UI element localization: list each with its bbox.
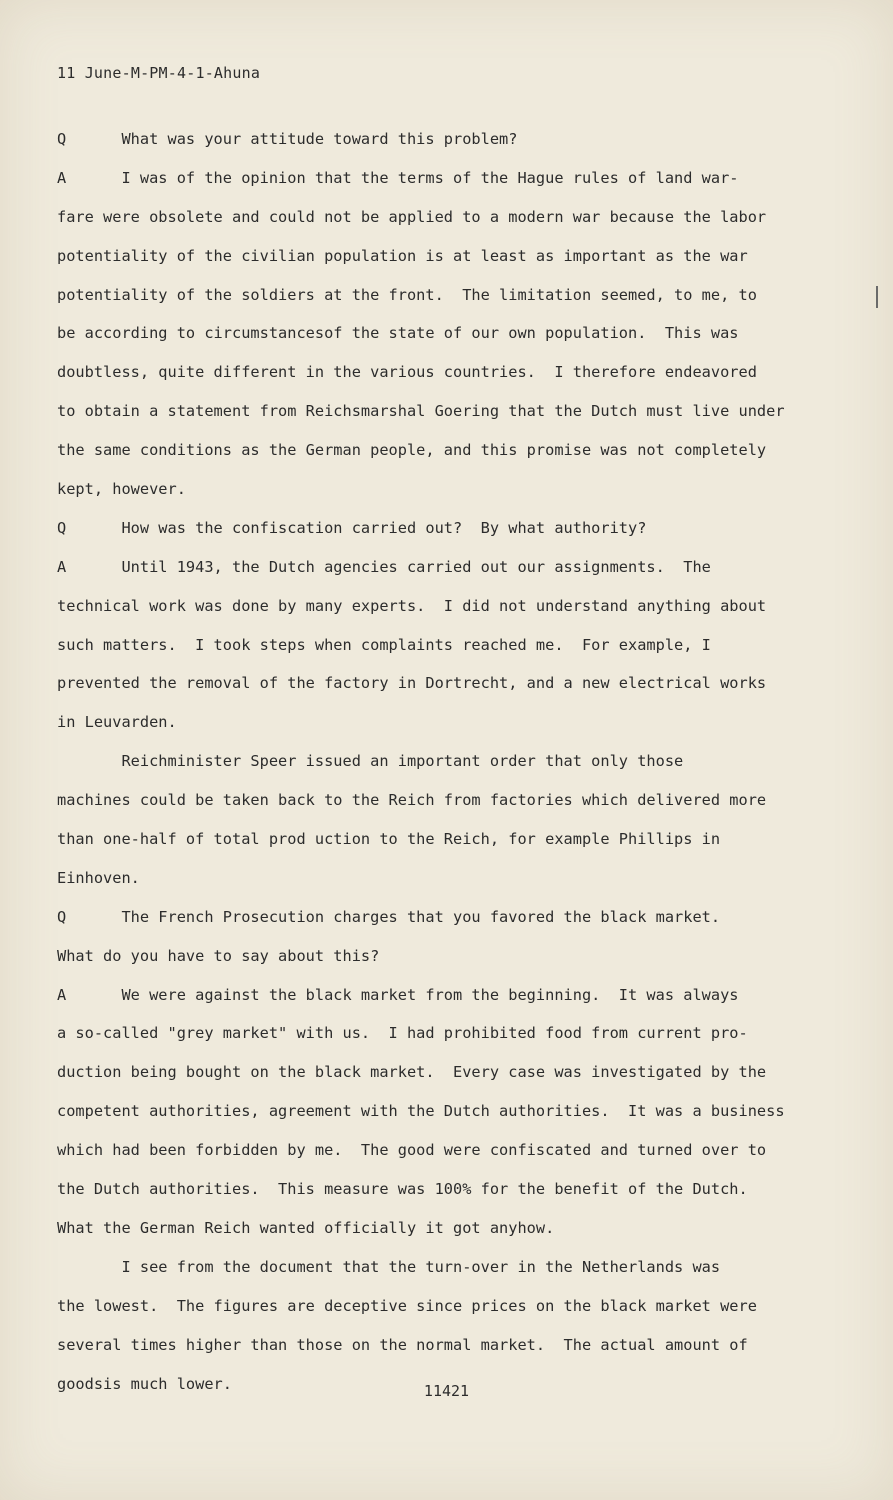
text-line: the same conditions as the German people, and this promise was not completely bbox=[57, 441, 767, 460]
text-line: What the German Reich wanted officially it got anyhow. bbox=[57, 1218, 555, 1237]
text-line: to obtain a statement from Reichsmarshal Goering that the Dutch must live under bbox=[57, 402, 785, 421]
text-line: Reichminister Speer issued an important order that only those bbox=[57, 752, 684, 771]
text-line: the lowest. The figures are deceptive since prices on the black market were bbox=[57, 1296, 757, 1315]
page-header: 11 June-M-PM-4-1-Ahuna bbox=[57, 64, 261, 82]
text-line: such matters. I took steps when complaints reached me. For example, I bbox=[57, 635, 711, 654]
text-line: competent authorities, agreement with the Dutch authorities. It was a business bbox=[57, 1102, 785, 1121]
text-line: potentiality of the civilian population is at least as important as the war bbox=[57, 246, 748, 265]
text-line: Q The French Prosecution charges that you favored the black market. bbox=[57, 907, 721, 926]
text-line: Einhoven. bbox=[57, 868, 140, 887]
text-line: I see from the document that the turn-over in the Netherlands was bbox=[57, 1257, 721, 1276]
text-line: than one-half of total prod uction to the Reich, for example Phillips in bbox=[57, 830, 721, 849]
text-line: goodsis much lower. bbox=[57, 1374, 232, 1393]
text-line: A Until 1943, the Dutch agencies carried out our assignments. The bbox=[57, 557, 711, 576]
text-line: be according to circumstancesof the state of our own population. This was bbox=[57, 324, 739, 343]
text-line: Q What was your attitude toward this problem? bbox=[57, 130, 518, 148]
text-line: A I was of the opinion that the terms of the Hague rules of land war- bbox=[57, 168, 739, 187]
page-number: 11421 bbox=[423, 1382, 470, 1400]
text-line: A We were against the black market from the beginning. It was always bbox=[57, 985, 739, 1004]
text-line: fare were obsolete and could not be applied to a modern war because the labor bbox=[57, 207, 767, 226]
text-line: potentiality of the soldiers at the front. The limitation seemed, to me, to bbox=[57, 285, 757, 304]
text-line: duction being bought on the black market. Every case was investigated by the bbox=[57, 1063, 767, 1082]
text-line: a so-called "grey market" with us. I had prohibited food from current pro- bbox=[57, 1024, 748, 1043]
text-line: in Leuvarden. bbox=[57, 713, 177, 732]
margin-mark bbox=[876, 286, 878, 308]
text-line: which had been forbidden by me. The good were confiscated and turned over to bbox=[57, 1141, 767, 1160]
text-line: Q How was the confiscation carried out? By what authority? bbox=[57, 518, 647, 537]
text-line: What do you have to say about this? bbox=[57, 946, 380, 965]
text-line: prevented the removal of the factory in Dortrecht, and a new electrical works bbox=[57, 674, 767, 693]
text-line: machines could be taken back to the Reich from factories which delivered more bbox=[57, 791, 767, 810]
text-line: technical work was done by many experts. I did not understand anything about bbox=[57, 596, 767, 615]
text-line: kept, however. bbox=[57, 480, 186, 499]
text-line: the Dutch authorities. This measure was 100% for the benefit of the Dutch. bbox=[57, 1180, 748, 1199]
text-line: several times higher than those on the normal market. The actual amount of bbox=[57, 1335, 748, 1354]
transcript-body bbox=[57, 120, 827, 1403]
text-line: doubtless, quite different in the various countries. I therefore endeavored bbox=[57, 363, 757, 382]
